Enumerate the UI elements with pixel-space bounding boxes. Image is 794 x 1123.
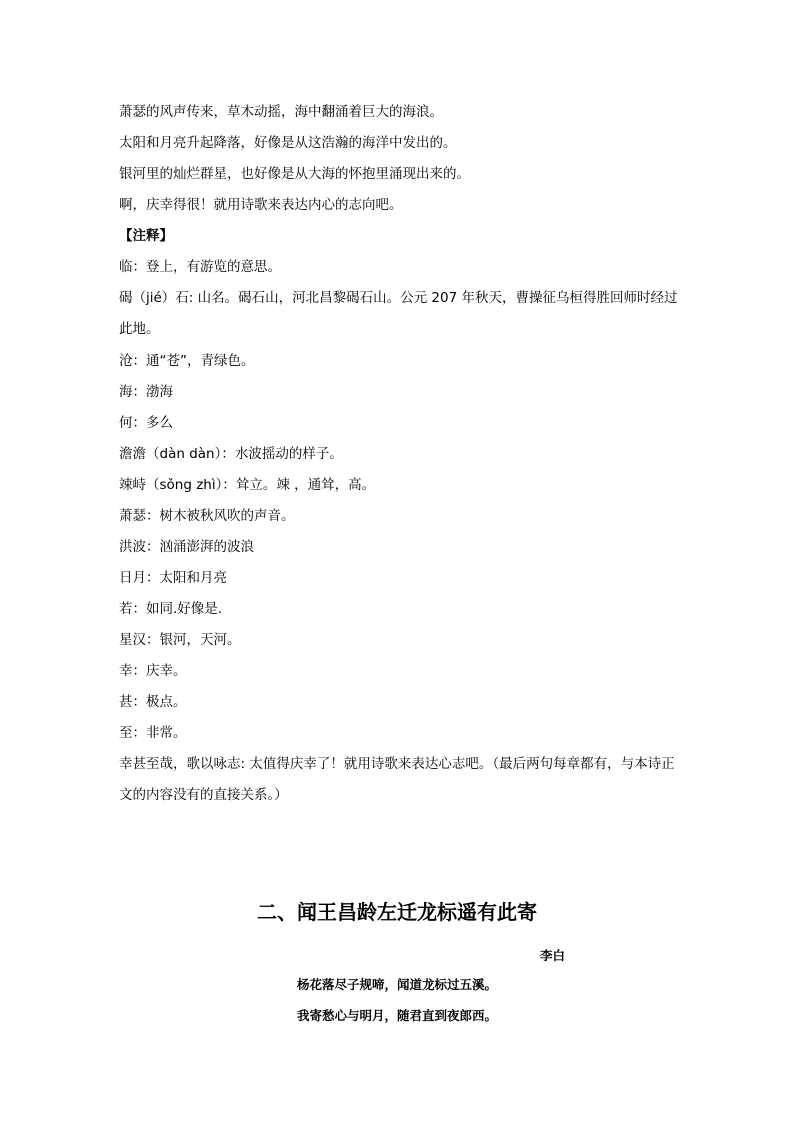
translation-line: 太阳和月亮升起降落，好像是从这浩瀚的海洋中发出的。 xyxy=(119,135,457,151)
note-item: 至：非常。 xyxy=(119,725,187,741)
note-item: 幸甚至哉，歌以咏志: 太值得庆幸了！就用诗歌来表达心志吧。（最后两句每章都有，与本诗正文的内容没有的直接关系。） xyxy=(119,756,675,803)
poem-title: 二、闻王昌龄左迁龙标遥有此寄 xyxy=(257,900,537,924)
translation-line: 啊，庆幸得很！就用诗歌来表达内心的志向吧。 xyxy=(119,197,403,213)
note-item: 日月：太阳和月亮 xyxy=(119,570,227,586)
notes-heading: 【注释】 xyxy=(119,228,173,244)
poem-line: 杨花落尽子规啼，闻道龙标过五溪。 xyxy=(296,977,497,992)
note-item: 碣（jié）石: 山名。碣石山，河北昌黎碣石山。公元 207 年秋天，曹操征乌桓得胜回师时经过此地。 xyxy=(119,290,678,337)
note-item: 幸：庆幸。 xyxy=(119,663,187,679)
note-item: 沧：通“苍”，青绿色。 xyxy=(119,353,255,369)
translation-line: 银河里的灿烂群星，也好像是从大海的怀抱里涌现出来的。 xyxy=(119,166,470,182)
note-item: 若：如同.好像是. xyxy=(119,601,223,617)
note-item: 海：渤海 xyxy=(119,384,173,400)
poem-author: 李白 xyxy=(540,948,566,963)
note-item: 临：登上，有游览的意思。 xyxy=(119,259,281,275)
note-item: 星汉：银河，天河。 xyxy=(119,632,241,648)
note-item: 甚：极点。 xyxy=(119,694,187,710)
note-item: 何：多么 xyxy=(119,415,173,431)
note-item: 洪波：汹涌澎湃的波浪 xyxy=(119,539,254,555)
poem-line: 我寄愁心与明月，随君直到夜郎西。 xyxy=(296,1008,497,1023)
note-item: 澹澹（dàn dàn）：水波摇动的样子。 xyxy=(119,446,343,462)
note-item: 竦峙（sǒng zhì）：耸立。竦 ，通耸，高。 xyxy=(119,477,376,493)
note-item: 萧瑟：树木被秋风吹的声音。 xyxy=(119,508,295,524)
translation-line: 萧瑟的风声传来，草木动摇，海中翻涌着巨大的海浪。 xyxy=(119,104,443,120)
